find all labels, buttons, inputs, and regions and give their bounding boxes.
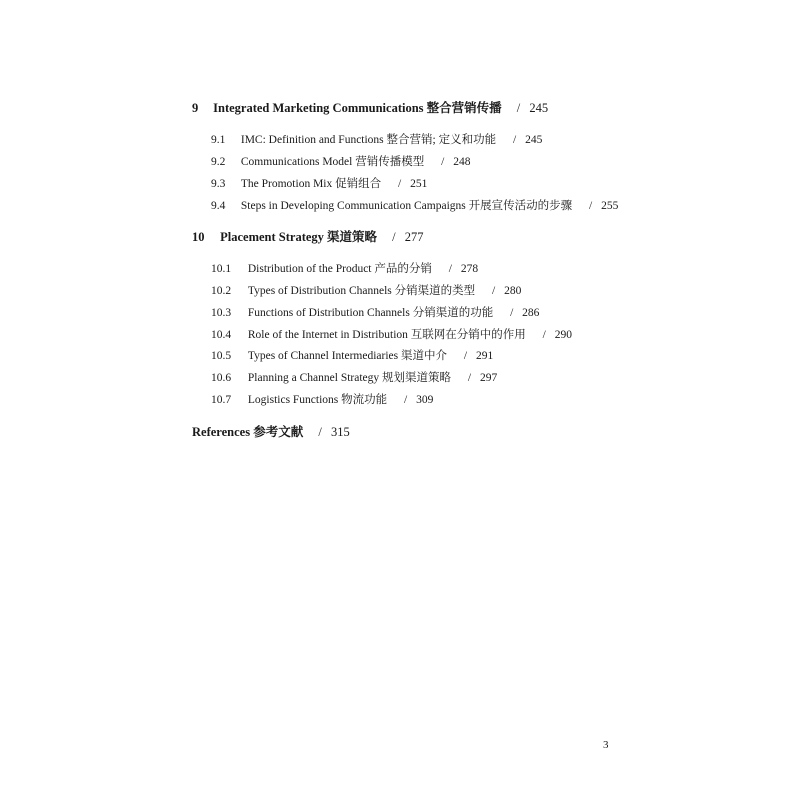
section-number: 10.2 bbox=[211, 285, 232, 297]
section-number: 9.2 bbox=[211, 156, 226, 168]
page-separator: / bbox=[318, 425, 322, 439]
page-separator: / bbox=[467, 372, 472, 384]
page-separator: / bbox=[589, 200, 593, 212]
page-separator: / bbox=[492, 285, 496, 297]
section-number: 10.4 bbox=[211, 329, 232, 341]
toc-section-9-1 bbox=[211, 132, 542, 148]
section-title: Types of Channel Intermediaries 渠道中介 bbox=[247, 350, 447, 362]
page-separator: / bbox=[404, 394, 408, 406]
page-separator: / bbox=[463, 350, 468, 362]
toc-chapter-9 bbox=[192, 100, 548, 116]
section-page-number: 290 bbox=[554, 329, 572, 341]
section-page-number: 245 bbox=[525, 134, 543, 146]
section-title: Steps in Developing Communication Campaigns 开展宣传活动的步骤 bbox=[240, 200, 573, 212]
toc-chapter-10 bbox=[192, 229, 424, 245]
section-number: 9.4 bbox=[211, 200, 226, 212]
section-page-number: 278 bbox=[460, 263, 479, 275]
section-title: Functions of Distribution Channels 分销渠道的功能 bbox=[247, 307, 494, 319]
toc-section-10-1 bbox=[211, 261, 478, 277]
chapter-number: 10 bbox=[192, 230, 205, 244]
section-page-number: 255 bbox=[601, 200, 619, 212]
chapter-page-number: 245 bbox=[529, 101, 549, 115]
page-separator: / bbox=[516, 101, 521, 115]
section-page-number: 297 bbox=[479, 372, 498, 384]
section-title: Logistics Functions 物流功能 bbox=[247, 394, 388, 406]
section-number: 10.1 bbox=[211, 263, 232, 275]
page-separator: / bbox=[510, 307, 514, 319]
chapter-title: Integrated Marketing Communications 整合营销传播 bbox=[213, 101, 502, 115]
page-separator: / bbox=[542, 329, 546, 341]
page-separator: / bbox=[448, 263, 452, 275]
section-title: Planning a Channel Strategy 规划渠道策略 bbox=[247, 372, 452, 384]
page-folio: 3 bbox=[603, 739, 609, 751]
section-title: Communications Model 营销传播模型 bbox=[240, 156, 425, 168]
toc-references bbox=[192, 424, 350, 440]
section-number: 10.3 bbox=[211, 307, 232, 319]
chapter-page-number: 277 bbox=[404, 230, 424, 244]
section-page-number: 251 bbox=[410, 178, 428, 190]
section-title: Distribution of the Product 产品的分销 bbox=[247, 263, 432, 275]
section-title: The Promotion Mix 促销组合 bbox=[240, 178, 382, 190]
references-title: References 参考文献 bbox=[192, 425, 304, 439]
section-page-number: 286 bbox=[522, 307, 540, 319]
chapter-title: Placement Strategy 渠道策略 bbox=[220, 230, 378, 244]
section-page-number: 309 bbox=[416, 394, 434, 406]
page-separator: / bbox=[392, 230, 396, 244]
toc-section-9-4 bbox=[211, 198, 618, 214]
references-page-number: 315 bbox=[330, 425, 350, 439]
section-number: 10.6 bbox=[211, 372, 232, 384]
section-page-number: 291 bbox=[475, 350, 494, 362]
section-number: 9.3 bbox=[211, 178, 226, 190]
chapter-number: 9 bbox=[192, 101, 199, 115]
toc-section-10-3 bbox=[211, 305, 539, 321]
section-title: Role of the Internet in Distribution 互联网在分销中的作用 bbox=[247, 329, 526, 341]
page-separator: / bbox=[441, 156, 445, 168]
toc-section-10-6 bbox=[211, 370, 497, 386]
toc-section-9-2 bbox=[211, 154, 470, 170]
toc-section-10-7 bbox=[211, 392, 433, 408]
section-number: 10.5 bbox=[211, 350, 232, 362]
toc-section-10-5 bbox=[211, 348, 493, 364]
section-title: Types of Distribution Channels 分销渠道的类型 bbox=[247, 285, 476, 297]
toc-section-10-4 bbox=[211, 327, 572, 343]
section-page-number: 248 bbox=[453, 156, 471, 168]
section-page-number: 280 bbox=[504, 285, 522, 297]
toc-section-9-3 bbox=[211, 176, 427, 192]
section-number: 9.1 bbox=[211, 134, 226, 146]
page-separator: / bbox=[512, 134, 517, 146]
section-title: IMC: Definition and Functions 整合营销; 定义和功能 bbox=[240, 134, 497, 146]
toc-section-10-2 bbox=[211, 283, 521, 299]
page-separator: / bbox=[397, 178, 402, 190]
section-number: 10.7 bbox=[211, 394, 232, 406]
